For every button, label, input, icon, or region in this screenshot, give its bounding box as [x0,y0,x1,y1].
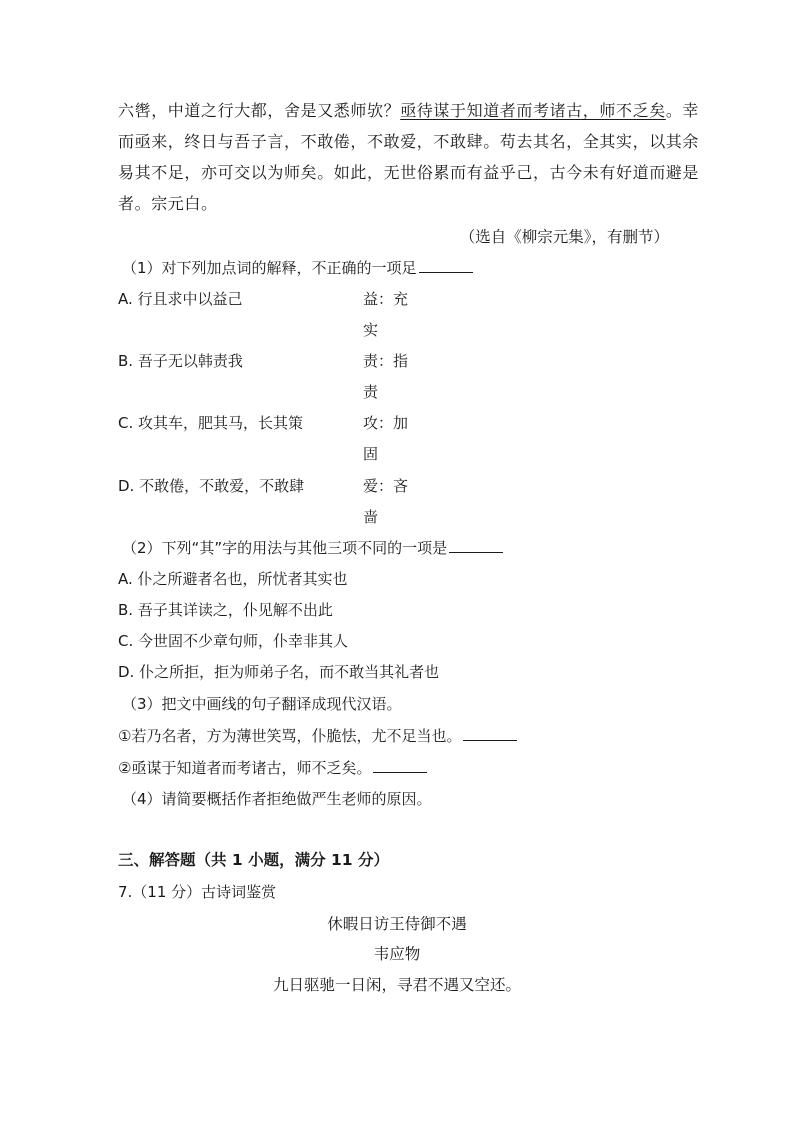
option-text: 仆之所拒，拒为师弟子名，而不敢当其礼者也 [139,663,440,681]
passage-line-1 [118,100,699,122]
sentence-text: ②亟谋于知道者而考诸古，师不乏矣。 [118,759,372,777]
question-2-text: （2）下列“其”字的用法与其他三项不同的一项是 [122,539,448,557]
q2-option-c [118,630,348,652]
q1-option-c-gloss-2: 固 [363,445,379,463]
option-label: A. [118,570,133,588]
q1-option-c-gloss-1: 攻：加 [363,414,409,432]
q3-sentence-2 [118,757,427,779]
passage-line-4: 者。宗元白。 [118,194,218,213]
poem-author: 韦应物 [373,945,421,963]
section-heading: 三、解答题（共 1 小题，满分 11 分） [118,851,389,869]
option-label: C. [118,414,134,432]
passage-source: （选自《柳宗元集》，有删节） [459,228,669,246]
option-label: D. [118,663,135,681]
q1-option-a [118,288,243,310]
q1-option-b-gloss-1: 责：指 [363,352,409,370]
question-3-prompt: （3）把文中画线的句子翻译成现代汉语。 [122,695,402,713]
answer-blank [463,726,517,741]
option-text: 仆之所避者名也，所忧者其实也 [137,570,348,588]
passage-line-2: 而亟来，终日与吾子言，不敢倦，不敢爱，不敢肆。苟去其名，全其实，以其余 [118,132,700,151]
option-label: A. [118,290,133,308]
q1-option-d-gloss-2: 啬 [363,508,379,526]
sentence-text: ①若乃名者，方为薄世笑骂，仆脆怯，尤不足当也。 [118,727,462,745]
question-2-prompt [122,537,503,559]
poem-title: 休暇日访王侍御不遇 [327,915,467,933]
option-label: B. [118,601,134,619]
answer-blank [373,758,427,773]
option-label: B. [118,352,134,370]
q1-option-d-gloss-1: 爱：吝 [363,477,409,495]
passage-line-1-start: 六辔，中道之行大都，舍是又悉师欤？ [118,101,401,120]
q2-option-a [118,568,348,590]
question-1-text: （1）对下列加点词的解释，不正确的一项足 [122,259,417,277]
answer-blank [449,538,503,553]
option-label: D. [118,477,135,495]
q1-option-a-gloss-1: 益：充 [363,290,409,308]
option-label: C. [118,632,134,650]
q1-option-c [118,412,303,434]
q1-option-a-gloss-2: 实 [363,321,379,339]
question-4-prompt: （4）请简要概括作者拒绝做严生老师的原因。 [122,790,432,808]
q2-option-d [118,661,439,683]
q2-option-b [118,599,333,621]
option-text: 攻其车，肥其马，长其策 [138,414,304,432]
underlined-sentence: 亟待谋于知道者而考诸古，师不乏矣 [400,101,666,120]
q1-option-b-gloss-2: 责 [363,383,379,401]
q1-option-b [118,350,243,372]
answer-blank [419,258,473,273]
question-7-title: 7.（11 分）古诗词鉴赏 [118,883,277,901]
option-text: 不敢倦，不敢爱，不敢肆 [139,477,305,495]
option-text: 行且求中以益己 [137,290,243,308]
q3-sentence-1 [118,725,517,747]
passage-line-3: 易其不足，亦可交以为师矣。如此，无世俗累而有益乎己，古今未有好道而避是 [118,163,700,182]
passage-line-1-end: 。幸 [665,101,700,120]
option-text: 吾子其详读之，仆见解不出此 [137,601,333,619]
option-text: 今世固不少章句师，仆幸非其人 [138,632,349,650]
question-1-prompt [122,257,473,279]
q1-option-d [118,475,304,497]
option-text: 吾子无以韩责我 [137,352,243,370]
poem-line-1: 九日驱驰一日闲，寻君不遇又空还。 [272,976,521,994]
